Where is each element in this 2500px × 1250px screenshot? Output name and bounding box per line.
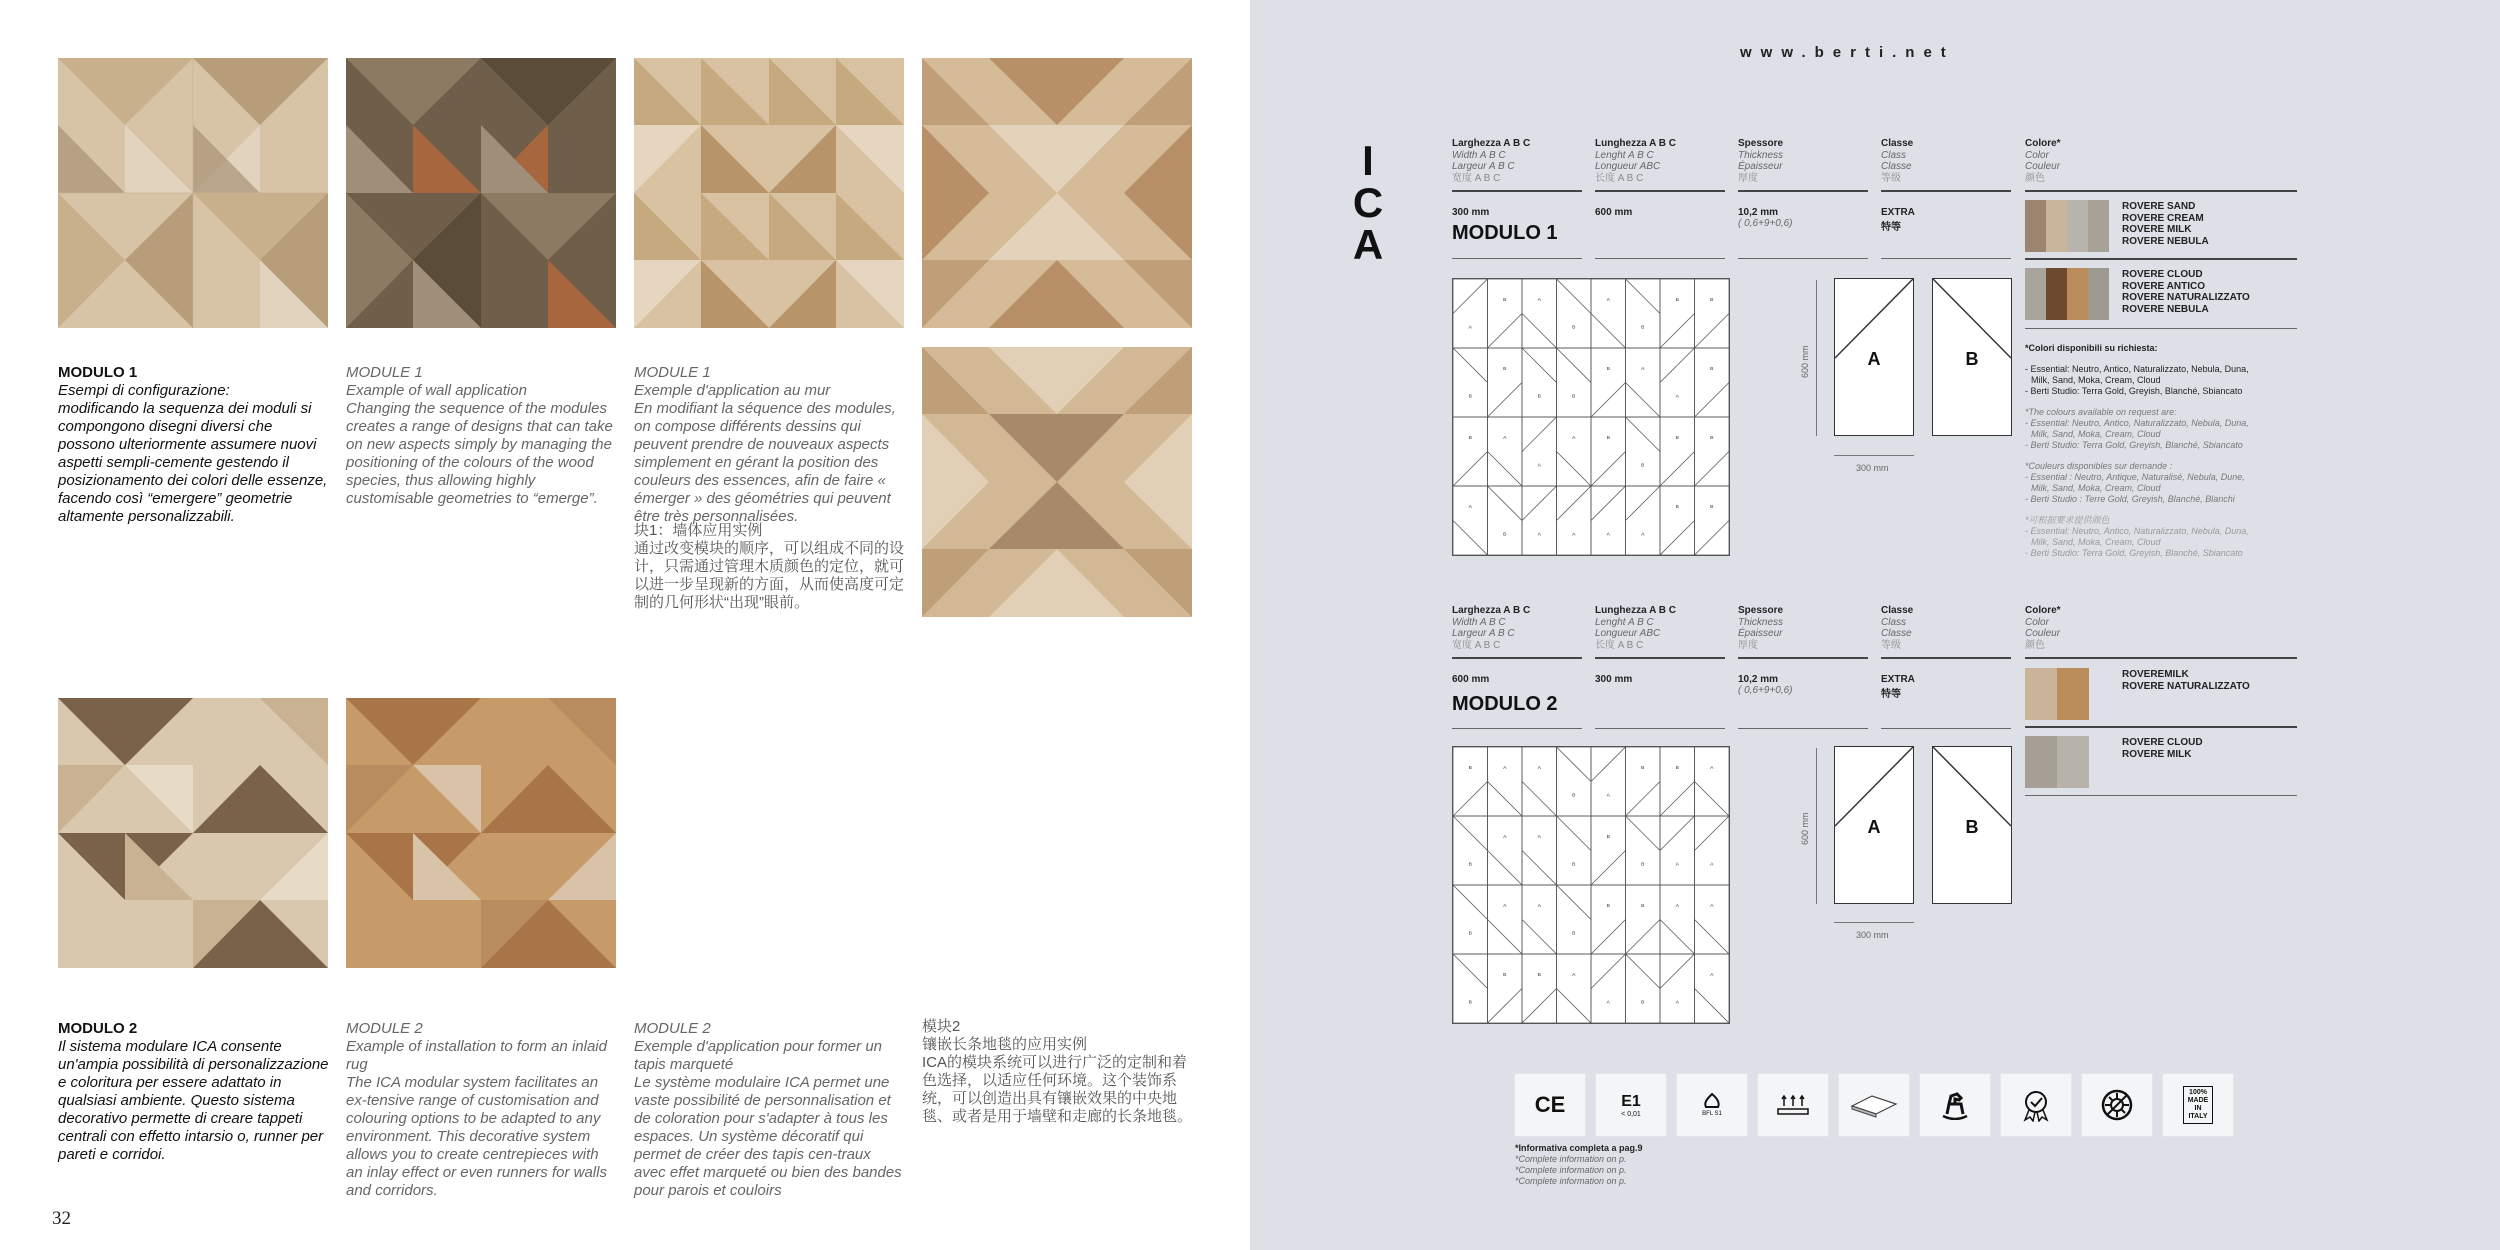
svg-text:A: A [1503,835,1507,841]
svg-text:B: B [1675,436,1679,442]
modulo2-en-text [346,1020,618,1200]
modulo2-cn-body: ICA的模块系统可以进行广泛的定制和着色选择，以适应任何环境。这个装饰系统，可以创造出具有镶嵌效果的中央地毯、或者是用于墙壁和走廊的长条地毯。 [922,1054,1193,1125]
svg-text:A: A [1606,793,1610,799]
svg-text:B: B [1537,394,1541,400]
rule [1452,657,1582,659]
footnote-line: *Complete information on p. [1515,1176,1627,1186]
modulo2-it-text [58,1020,330,1164]
header-color-en: Color [2025,149,2049,161]
note-line: - Essential: Neutro, Antico, Naturalizzato, Nebula, Duna, [2025,418,2249,428]
swatch-strip [2046,200,2067,252]
quality-badge-icon [2000,1073,2072,1137]
header-length [1595,605,1676,651]
rule [2025,190,2297,192]
color-name: ROVERE NATURALIZZATO [2122,680,2250,692]
header-width-cn: 宽度 A B C [1452,639,1501,651]
modulo2-color-names-2 [2122,737,2203,760]
svg-text:B: B [1606,436,1610,442]
svg-text:A: A [1537,835,1541,841]
modulo1-it-title: MODULO 1 [58,364,138,381]
swatch-strip [2067,200,2088,252]
svg-text:A: A [1503,436,1507,442]
svg-text:B: B [1606,367,1610,373]
header-color-cn: 颜色 [2025,639,2045,651]
header-thickness [1738,605,1783,651]
note-line: Milk, Sand, Moka, Cream, Cloud [2031,375,2161,385]
svg-text:A: A [1641,367,1645,373]
color-name: ROVERE MILK [2122,224,2192,235]
header-width-en: Width A B C [1452,616,1506,628]
modulo2-color-swatch-2 [2025,736,2089,788]
modulo2-class-cn: 特等 [1881,689,1901,700]
svg-text:A: A [1675,904,1679,910]
svg-text:B: B [1468,766,1472,772]
modulo2-color-names-1 [2122,669,2250,692]
svg-text:B: B [1641,1000,1645,1006]
modulo2-it-body: Il sistema modulare ICA consente un'ampia possibilità di personalizzazione e coloritura per essere adattato in qualsiasi ambiente. Questo sistema decorativo permette di creare tappeti centrali con effetto intarsio o, runner per pareti e corridoi. [58,1038,329,1163]
modulo1-color-names-2 [2122,269,2250,315]
rule [2025,258,2297,260]
modulo1-width: 300 mm [1452,207,1490,218]
modulo2-en-title: MODULE 2 [346,1020,423,1037]
modulo2-length: 300 mm [1595,674,1633,685]
swatch-strip [2057,736,2089,788]
modulo1-en-body: Changing the sequence of the modules creates a range of designs that can take on new aspects simply by managing the positioning of the colours of the wood species, thus allowing highly customisable geometries to “emerge”. [346,400,613,507]
modulo1-it-text [58,364,330,526]
dimension-line [1834,922,1914,923]
modulo1-cn-text [634,522,906,612]
svg-text:A: A [1468,505,1472,511]
notes-en [2025,407,2265,451]
icon-text: 100% MADE IN ITALY [2183,1086,2213,1124]
header-class-it: Classe [1881,138,1914,149]
svg-text:A: A [1572,436,1576,442]
tile-label: B [1965,817,1979,837]
color-name: ROVERE CLOUD [2122,269,2203,280]
modulo1-dim-horizontal: 300 mm [1856,463,1889,473]
header-color [2025,138,2061,184]
wood-pattern-image-6 [58,698,328,968]
modulo2-layout-diagram [1452,746,1730,1024]
header-class-en: Class [1881,149,1907,161]
modulo1-title: MODULO 1 [1452,222,1558,244]
svg-text:A: A [1537,904,1541,910]
svg-text:A: A [1675,862,1679,868]
rule [1452,728,1582,729]
header-thickness [1738,138,1783,184]
page-number: 32 [52,1208,71,1229]
svg-text:B: B [1710,367,1714,373]
modulo2-class-value: EXTRA [1881,674,1915,685]
header-class-it: Classe [1881,605,1914,616]
tile-label: A [1867,817,1881,837]
header-length-fr: Longueur ABC [1595,628,1661,639]
rule [1738,657,1868,659]
svg-text:B: B [1572,931,1576,937]
modulo1-color-names-1 [2122,201,2209,247]
modulo2-en-body: The ICA modular system facilitates an ex-tensive range of customisation and colouring options to be adapted to any environment. This decorative system allows you to create centrepieces with an inlay effect or even runners for walls and corridors. [346,1074,607,1199]
modulo1-class [1881,207,1915,233]
modulo1-it-subtitle: Esempi di configurazione: [58,382,230,399]
header-length-cn: 长度 A B C [1595,639,1644,651]
header-thickness-cn: 厚度 [1738,639,1758,651]
rule [2025,795,2297,796]
dimension-line [1834,455,1914,456]
color-name: ROVERE SAND [2122,201,2196,212]
rule [2025,726,2297,728]
modulo1-fr-body: En modifiant la séquence des modules, on compose différents dessins qui peuvent prendre de nouveaux aspects simplement en gérant la position des couleurs des essences, afin de faire « émerger » des géométries qui peuvent être très personnalisées. [634,400,896,525]
modulo2-dim-horizontal: 300 mm [1856,930,1889,940]
header-length-en: Lenght A B C [1595,149,1654,161]
color-name: ROVERE CREAM [2122,212,2204,224]
modulo2-fr-body: Le système modulaire ICA permet une vaste possibilité de personnalisation et de coloration pour s'adapter à tous les espaces. Un système décoratif qui permet de créer des tapis cen-traux avec effet marqueté ou bien des bandes pour parois et couloirs [634,1074,902,1199]
svg-text:B: B [1468,394,1472,400]
header-color-cn: 颜色 [2025,172,2045,184]
svg-text:A: A [1641,532,1645,538]
notes-fr [2025,461,2265,505]
wood-pattern-image-3 [634,58,904,328]
header-thickness-it: Spessore [1738,605,1784,616]
svg-text:B: B [1503,973,1507,979]
rule [1881,657,2011,659]
header-class-fr: Classe [1881,161,1912,172]
header-class-fr: Classe [1881,628,1912,639]
tile-label: A [1867,349,1881,369]
rule [1881,258,2011,259]
modulo2-cn-text [922,1018,1194,1126]
svg-text:B: B [1503,367,1507,373]
product-title [1348,137,1388,268]
note-line: - Berti Studio: Terra Gold, Greyish, Blanché, Sbiancato [2025,386,2243,396]
header-color-it: Colore* [2025,138,2061,149]
swatch-strip [2025,736,2057,788]
swatch-strip [2088,268,2109,320]
modulo1-color-swatch-2 [2025,268,2109,320]
header-length-it: Lunghezza A B C [1595,138,1676,149]
svg-text:B: B [1468,436,1472,442]
header-class-cn: 等级 [1881,172,1901,184]
wood-pattern-image-7 [346,698,616,968]
header-width-fr: Largeur A B C [1452,161,1515,172]
modulo1-fr-subtitle: Exemple d'application au mur [634,382,831,399]
color-availability-notes [2025,343,2265,569]
rule [1595,258,1725,259]
rule [1738,728,1868,729]
header-length [1595,138,1676,184]
svg-text:B: B [1710,298,1714,304]
svg-text:B: B [1641,862,1645,868]
modulo1-cn-title: 块1：墙体应用实例 [634,522,763,539]
rule [2025,328,2297,329]
modulo1-tile-a [1834,278,1914,436]
underfloor-heating-icon [1757,1073,1829,1137]
header-thickness-it: Spessore [1738,138,1784,149]
svg-text:B: B [1641,325,1645,331]
icon-text: E1 [1621,1092,1641,1110]
made-in-italy-icon [2162,1073,2234,1137]
website-url: www.berti.net [1740,44,1955,61]
modulo1-en-text [346,364,618,508]
svg-text:B: B [1606,904,1610,910]
ce-mark-icon [1514,1073,1586,1137]
svg-text:A: A [1468,325,1472,331]
header-length-fr: Longueur ABC [1595,161,1661,172]
svg-text:B: B [1572,793,1576,799]
svg-text:A: A [1710,904,1714,910]
swatch-strip [2025,668,2057,720]
svg-text:B: B [1710,436,1714,442]
modulo1-color-swatch-1 [2025,200,2109,252]
header-width-en: Width A B C [1452,149,1506,161]
dimension-line [1816,280,1817,436]
svg-text:A: A [1675,394,1679,400]
header-color-fr: Couleur [2025,628,2061,639]
rule [2025,657,2297,659]
svg-text:A: A [1572,973,1576,979]
modulo2-fr-text [634,1020,906,1200]
fire-class-icon [1676,1073,1748,1137]
e1-emission-icon [1595,1073,1667,1137]
svg-text:A: A [1537,766,1541,772]
svg-text:B: B [1468,862,1472,868]
svg-text:B: B [1641,766,1645,772]
tile-label: B [1965,349,1979,369]
click-installation-icon [1838,1073,1910,1137]
svg-text:B: B [1641,904,1645,910]
note-line: - Berti Studio: Terra Gold, Greyish, Blanché, Sbiancato [2025,440,2243,450]
svg-text:A: A [1537,463,1541,469]
rocking-horse-icon [1919,1073,1991,1137]
swatch-strip [2025,268,2046,320]
modulo1-fr-text [634,364,906,526]
icon-subtext: < 0,01 [1621,1110,1641,1118]
modulo1-class-value: EXTRA [1881,207,1915,218]
svg-text:B: B [1572,394,1576,400]
anti-bacterial-icon [2081,1073,2153,1137]
svg-text:B: B [1675,298,1679,304]
svg-text:B: B [1641,463,1645,469]
svg-text:A: A [1710,862,1714,868]
modulo2-it-title: MODULO 2 [58,1020,138,1037]
modulo2-fr-title: MODULE 2 [634,1020,711,1037]
modulo1-it-body: modificando la sequenza dei moduli si compongono disegni diversi che possono ulteriormente assumere nuovi aspetti sempli-cemente gestendo il posizionamento dei colori delle essenze, facendo così “emergere” geometrie altamente personalizzabili. [58,400,328,525]
header-color-it: Colore* [2025,605,2061,616]
header-class-en: Class [1881,616,1907,628]
wood-pattern-image-5 [922,347,1192,617]
header-width-it: Larghezza A B C [1452,138,1531,149]
modulo1-thickness-value: 10,2 mm [1738,207,1779,218]
icon-text: BFL S1 [1702,1111,1722,1117]
svg-text:A: A [1675,1000,1679,1006]
right-page [1250,0,2500,1250]
modulo1-en-title: MODULE 1 [346,364,423,381]
note-line: - Essential: Neutro, Antico, Naturalizzato, Nebula, Duna, [2025,526,2249,536]
wood-pattern-image-4 [922,58,1192,328]
rule [1881,190,2011,192]
rule [1881,728,2011,729]
svg-text:A: A [1710,766,1714,772]
modulo1-fr-title: MODULE 1 [634,364,711,381]
color-name: ROVERE NEBULA [2122,235,2209,247]
svg-text:B: B [1468,1000,1472,1006]
modulo1-tile-b [1932,278,2012,436]
notes-heading: *Colori disponibili su richiesta: [2025,343,2158,353]
svg-text:B: B [1572,325,1576,331]
header-thickness-fr: Épaisseur [1738,628,1783,639]
svg-text:A: A [1537,532,1541,538]
footnote-line: *Complete information on p. [1515,1154,1627,1164]
footnote-line: *Informativa completa a pag.9 [1515,1143,1643,1153]
header-length-it: Lunghezza A B C [1595,605,1676,616]
svg-text:B: B [1710,505,1714,511]
modulo1-length: 600 mm [1595,207,1633,218]
modulo2-tile-b [1932,746,2012,904]
modulo2-class [1881,674,1915,700]
header-color-fr: Couleur [2025,161,2061,172]
modulo2-en-subtitle: Example of installation to form an inlaid rug [346,1038,607,1073]
swatch-strip [2088,200,2109,252]
product-letter: I [1362,137,1374,184]
rule [1738,258,1868,259]
svg-text:B: B [1572,862,1576,868]
notes-it [2025,364,2265,397]
svg-text:A: A [1503,766,1507,772]
header-length-cn: 长度 A B C [1595,172,1644,184]
note-line: Milk, Sand, Moka, Cream, Cloud [2031,537,2161,547]
modulo1-thickness [1738,207,1792,229]
swatch-strip [2057,668,2089,720]
header-width-cn: 宽度 A B C [1452,172,1501,184]
svg-text:B: B [1675,766,1679,772]
header-width [1452,138,1530,184]
color-name: ROVERE NATURALIZZATO [2122,292,2250,303]
footnote [1515,1143,1643,1187]
modulo1-layout-diagram [1452,278,1730,556]
notes-cn [2025,515,2265,559]
svg-text:A: A [1606,1000,1610,1006]
modulo2-thickness-value: 10,2 mm [1738,674,1779,685]
rule [1452,190,1582,192]
modulo2-dim-vertical: 600 mm [1800,812,1810,845]
svg-text:B: B [1675,505,1679,511]
header-thickness-fr: Épaisseur [1738,161,1783,172]
note-line: - Berti Studio : Terre Gold, Greyish, Blanché, Blanchi [2025,494,2235,504]
wood-pattern-image-1 [58,58,328,328]
modulo2-width: 600 mm [1452,674,1490,685]
header-width-it: Larghezza A B C [1452,605,1531,616]
modulo2-cn-title: 模块2 [922,1018,961,1035]
header-color [2025,605,2061,651]
modulo2-thickness-layers: ( 0,6+9+0,6) [1738,685,1793,696]
svg-text:B: B [1503,532,1507,538]
footnote-line: *Complete information on p. [1515,1165,1627,1175]
header-width-fr: Largeur A B C [1452,628,1515,639]
rule [1595,657,1725,659]
note-line: *Couleurs disponibles sur demande : [2025,461,2173,471]
header-width [1452,605,1530,651]
header-class [1881,138,1913,184]
svg-text:B: B [1537,973,1541,979]
color-name: ROVERE ANTICO [2122,280,2205,292]
modulo1-dim-vertical: 600 mm [1800,345,1810,378]
note-line: - Berti Studio: Terra Gold, Greyish, Blanché, Sbiancato [2025,548,2243,558]
note-line: - Essential: Neutro, Antico, Naturalizzato, Nebula, Duna, [2025,364,2249,374]
rule [1595,190,1725,192]
swatch-strip [2046,268,2067,320]
modulo2-cn-subtitle: 镶嵌长条地毯的应用实例 [922,1036,1088,1053]
svg-text:B: B [1468,931,1472,937]
svg-text:A: A [1606,532,1610,538]
header-thickness-cn: 厚度 [1738,172,1758,184]
color-name: ROVERE CLOUD [2122,737,2203,748]
product-letter: A [1352,221,1384,268]
note-line: *可根据要求提供颜色 [2025,515,2110,525]
swatch-strip [2067,268,2088,320]
note-line: Milk, Sand, Moka, Cream, Cloud [2031,429,2161,439]
icon-text: CE [1534,1092,1566,1117]
rule [1595,728,1725,729]
svg-text:A: A [1606,298,1610,304]
modulo2-fr-subtitle: Exemple d'application pour former un tapis marqueté [634,1038,882,1073]
header-color-en: Color [2025,616,2049,628]
rule [1452,258,1582,259]
color-name: ROVERE MILK [2122,748,2192,760]
svg-text:A: A [1710,973,1714,979]
header-class-cn: 等级 [1881,639,1901,651]
modulo2-color-swatch-1 [2025,668,2089,720]
product-letter: C [1352,179,1384,226]
note-line: *The colours available on request are: [2025,407,2177,417]
rule [1738,190,1868,192]
header-thickness-en: Thickness [1738,616,1784,628]
color-name: ROVEREMILK [2122,669,2189,680]
svg-text:B: B [1606,835,1610,841]
header-class [1881,605,1913,651]
modulo2-thickness [1738,674,1792,696]
wood-pattern-image-2 [346,58,616,328]
modulo2-title: MODULO 2 [1452,693,1558,715]
header-length-en: Lenght A B C [1595,616,1654,628]
svg-text:A: A [1572,532,1576,538]
dimension-line [1816,748,1817,904]
swatch-strip [2025,200,2046,252]
svg-text:A: A [1537,298,1541,304]
color-name: ROVERE NEBULA [2122,303,2209,315]
modulo1-class-cn: 特等 [1881,222,1901,233]
modulo1-cn-body: 通过改变模块的顺序，可以组成不同的设计，只需通过管理木质颜色的定位，就可以进一步呈现新的方面，从而使高度可定制的几何形状“出现”眼前。 [634,540,905,611]
modulo2-tile-a [1834,746,1914,904]
note-line: - Essential : Neutro, Antique, Naturalisé, Nebula, Dune, [2025,472,2245,482]
svg-text:A: A [1503,904,1507,910]
modulo1-thickness-layers: ( 0,6+9+0,6) [1738,218,1793,229]
svg-text:B: B [1503,298,1507,304]
modulo1-en-subtitle: Example of wall application [346,382,527,399]
note-line: Milk, Sand, Moka, Cream, Cloud [2031,483,2161,493]
header-thickness-en: Thickness [1738,149,1784,161]
